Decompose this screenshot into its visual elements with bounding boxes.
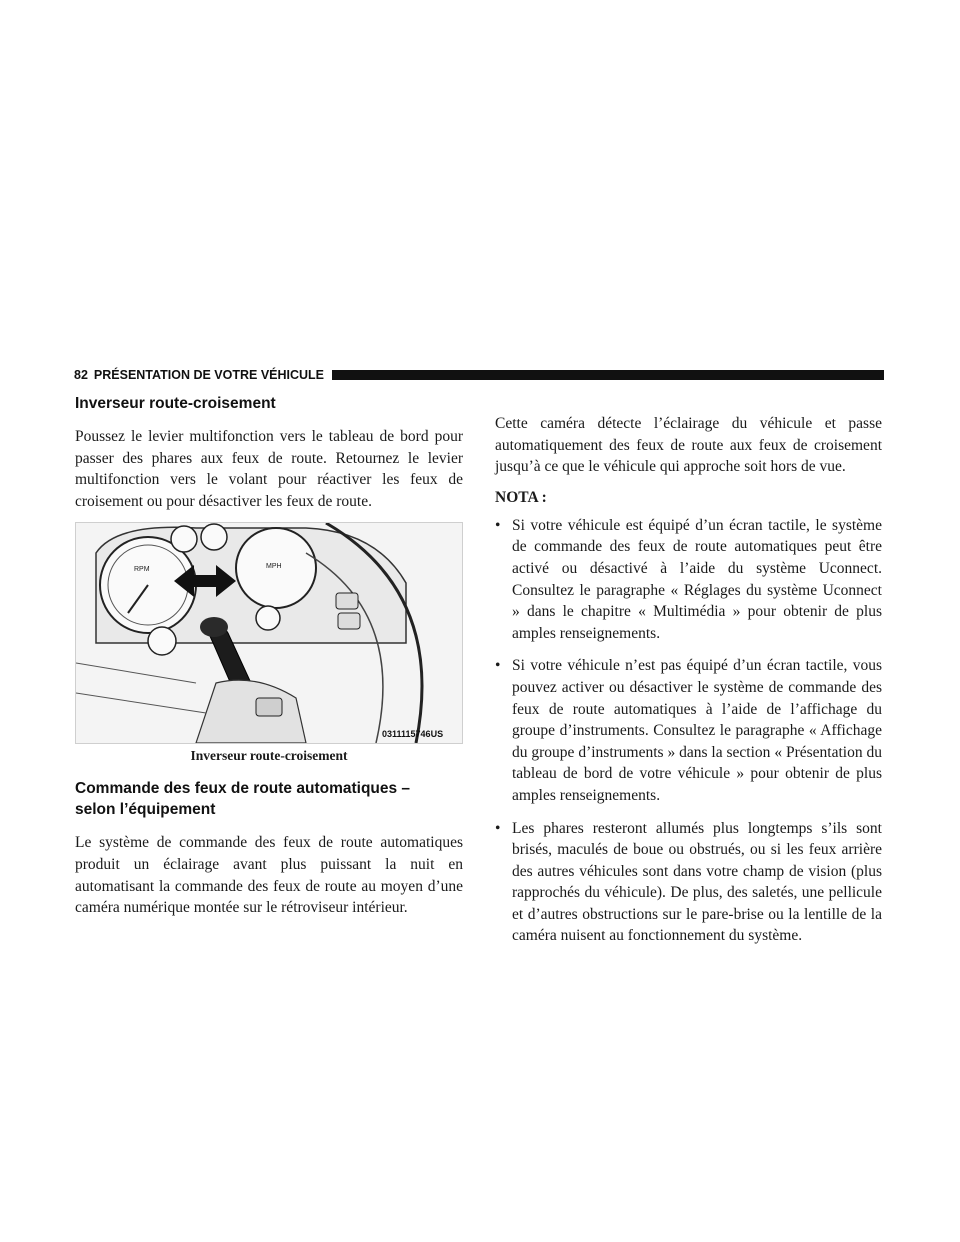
bullet: • — [495, 516, 501, 534]
list-item: • Si votre véhicule n’est pas équipé d’un écran tactile, vous pouvez activer ou désactiver le système de commande des feux de route automatiques à l’aide de l’affichage du groupe d’instruments. Consultez le paragraphe « Affichage du groupe d’instruments » dans la section « Présentation du tableau de bord de votre véhicule » pour obtenir de plus amples renseignements. — [495, 657, 882, 804]
list-item: • Les phares resteront allumés plus longtemps s’ils sont brisés, maculés de boue ou obstrués, ou si les feux arrière des autres véhicules sont dans votre champ de vision (plus rapprochés du véhicule). De plus, des saletés, une pellicule et d’autres obstructions sur le pare-brise ou la lentille de la caméra nuisent au fonctionnement du système. — [495, 819, 882, 945]
rpm-label: RPM — [134, 566, 150, 574]
figure-code: 0311115746US — [382, 729, 444, 740]
list-item: • Si votre véhicule est équipé d’un écran tactile, le système de commande des feux de route automatiques peut être activé ou désactivé à l’aide du système Uconnect. Consultez le paragraphe « Réglages du système Uconnect » dans le chapitre « Multimédia » pour obtenir de plus amples renseignements. — [495, 516, 882, 642]
mph-label: MPH — [266, 563, 282, 571]
left-column — [75, 393, 463, 919]
page-number: 82 — [74, 368, 88, 382]
heading-auto-highbeam-line2: selon l’équipement — [75, 801, 216, 819]
figure-steering-column — [75, 522, 463, 744]
heading-auto-highbeam-line1: Commande des feux de route automatiques – — [75, 780, 411, 798]
bullet: • — [495, 819, 501, 837]
header-rule — [332, 370, 884, 380]
nota-label: NOTA : — [495, 488, 547, 506]
section-title: PRÉSENTATION DE VOTRE VÉHICULE — [93, 368, 325, 382]
nota-list — [495, 515, 882, 947]
figure-caption: Inverseur route-croisement — [190, 748, 348, 764]
paragraph-auto-highbeam: Le système de commande des feux de route automatiques produit un éclairage avant plus puissant la nuit en automatisant la commande des feux de route au moyen d’une caméra numérique montée sur le rétroviseur intérieur. — [75, 834, 463, 917]
paragraph-inverseur: Poussez le levier multifonction vers le tableau de bord pour passer des phares aux feux de route. Retournez le levier multifonction vers le volant pour réactiver les feux de croisement ou pour désactiver les feux de route. — [75, 428, 463, 510]
bullet: • — [495, 657, 501, 675]
paragraph-camera: Cette caméra détecte l’éclairage du véhicule et passe automatiquement des feux de route aux feux de croisement jusqu’à ce que le véhicule qui approche soit hors de vue. — [495, 415, 882, 476]
heading-inverseur: Inverseur route-croisement — [75, 395, 276, 412]
page-header — [74, 366, 884, 384]
figure-illustration — [76, 523, 462, 743]
right-column — [495, 413, 882, 958]
